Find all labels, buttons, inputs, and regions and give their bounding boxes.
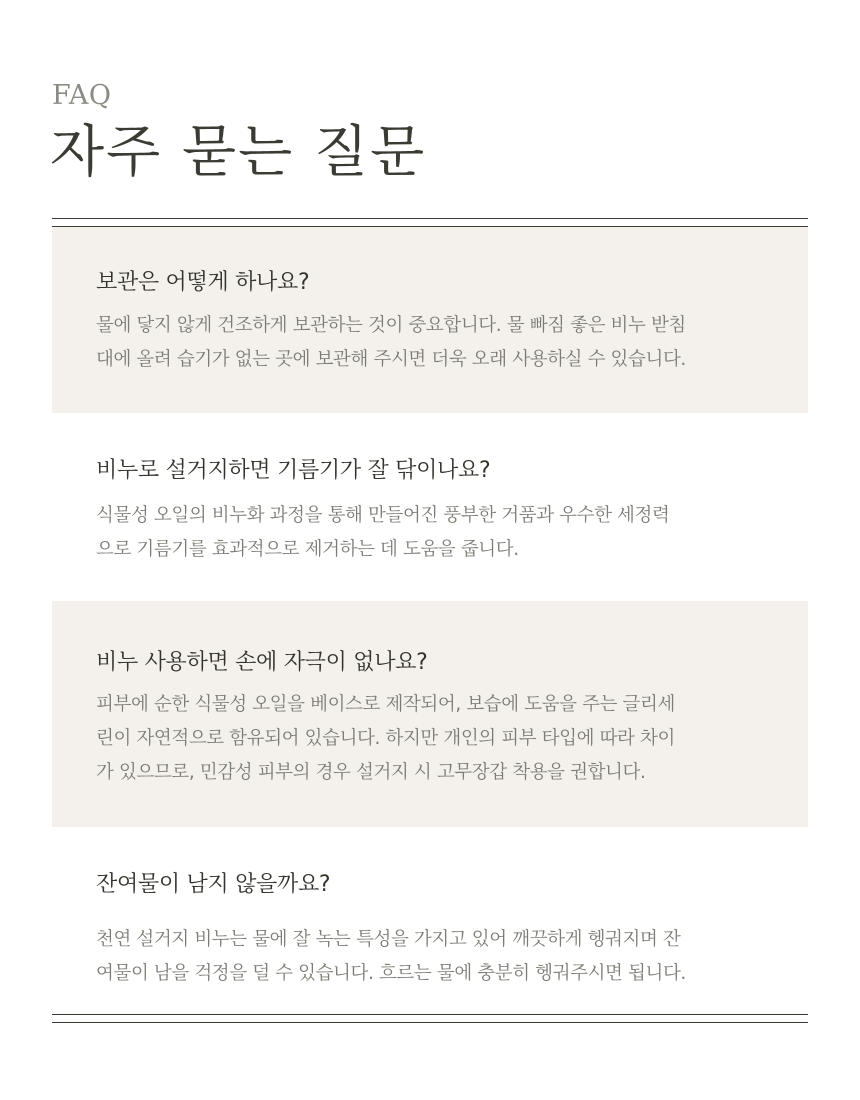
top-divider [52,218,808,219]
faq-answer-line: 가 있으므로, 민감성 피부의 경우 설거지 시 고무장갑 착용을 권합니다. [96,762,646,783]
faq-answer-line: 식물성 오일의 비누화 과정을 통해 만들어진 풍부한 거품과 우수한 세정력 [96,505,670,526]
faq-question: 잔여물이 남지 않을까요? [96,872,331,897]
section-eyebrow: FAQ [52,80,112,111]
faq-answer-line: 피부에 순한 식물성 오일을 베이스로 제작되어, 보습에 도움을 주는 글리세 [96,694,675,715]
faq-answer-line: 린이 자연적으로 함유되어 있습니다. 하지만 개인의 피부 타입에 따라 차이 [96,728,675,749]
faq-answer-line: 물에 닿지 않게 건조하게 보관하는 것이 중요합니다. 물 빠짐 좋은 비누 받침 [96,315,686,336]
faq-item-residue [52,827,808,1013]
faq-answer-line: 천연 설거지 비누는 물에 잘 녹는 특성을 가지고 있어 깨끗하게 헹궈지며 잔 [96,929,681,950]
faq-answer [96,499,776,567]
faq-item-irritation [52,601,808,827]
bottom-divider [52,1022,808,1023]
faq-answer [96,688,776,790]
faq-answer-line: 대에 올려 습기가 없는 곳에 보관해 주시면 더욱 오래 사용하실 수 있습니다. [96,349,686,370]
faq-answer-line: 여물이 남을 걱정을 덜 수 있습니다. 흐르는 물에 충분히 헹궈주시면 됩니다. [96,963,686,984]
bottom-divider-inner [52,1014,808,1015]
faq-answer [96,923,776,991]
faq-answer [96,309,776,377]
faq-item-grease [52,413,808,601]
faq-question: 보관은 어떻게 하나요? [96,270,310,295]
faq-answer-line: 으로 기름기를 효과적으로 제거하는 데 도움을 줍니다. [96,539,519,560]
faq-question: 비누 사용하면 손에 자극이 없나요? [96,650,428,675]
faq-question: 비누로 설거지하면 기름기가 잘 닦이나요? [96,458,491,483]
faq-item-storage [52,227,808,413]
page-title: 자주 묻는 질문 [50,120,427,185]
